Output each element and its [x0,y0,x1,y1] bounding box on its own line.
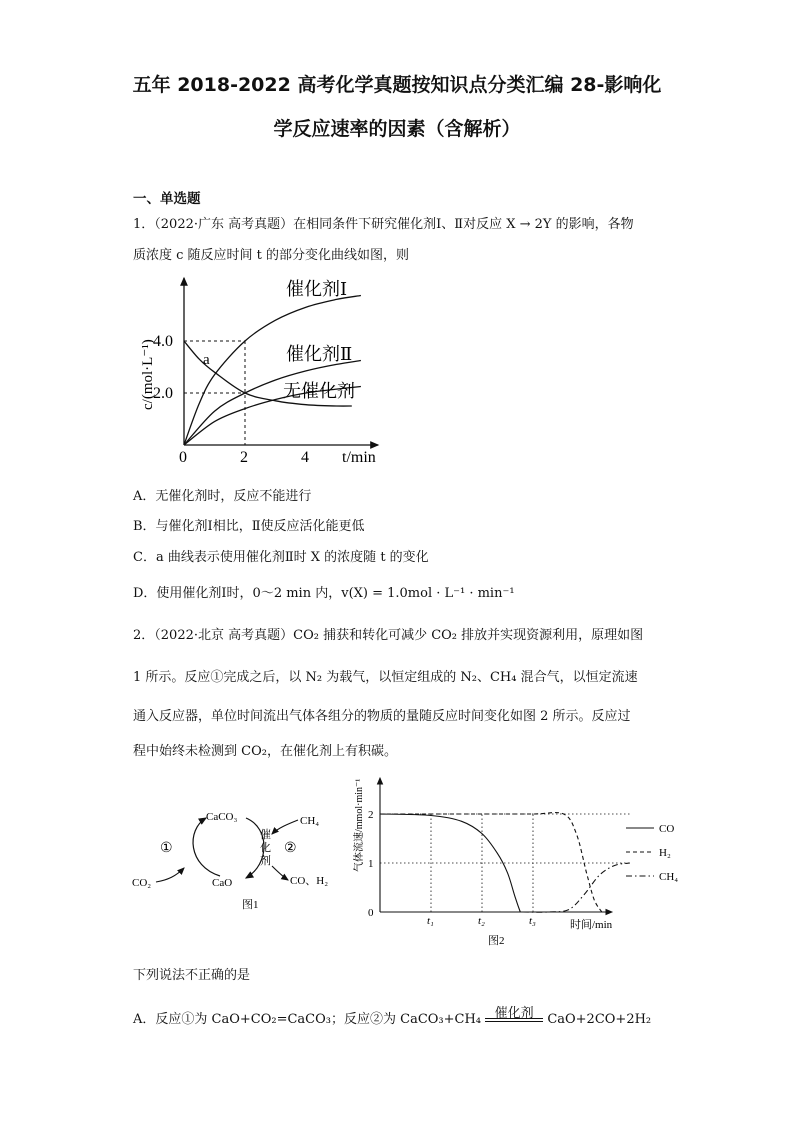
q1-stem-line1: 1．（2022·广东 高考真题）在相同条件下研究催化剂Ⅰ、Ⅱ对反应 X → 2Y 的影响，各物 [133,217,634,232]
fig2-x-tick-1: t₂ [478,915,485,927]
q1-guide-lines [184,341,245,445]
fig2-y-tick-1: 1 [368,858,374,870]
q1-stem-line2: 质浓度 c 随反应时间 t 的部分变化曲线如图，则 [133,248,410,263]
fig2-legend [626,823,678,883]
q1-option-d: D．使用催化剂Ⅰ时，0～2 min 内，v(X) = 1.0mol · L⁻¹ · min⁻¹ [133,586,515,601]
fig1-arrow-products-out [272,866,288,880]
q1-y-tick-2.0: 2.0 [153,385,173,402]
fig2-y-tick-2: 2 [368,809,374,821]
fig2-x-axis-label: 时间/min [570,919,613,931]
q2-option-a-equilibrium [485,1006,543,1027]
q2-option-a [133,1008,651,1027]
q2-fig2-flow-chart [350,772,690,952]
q2-stem-line2: 1 所示。反应①完成之后，以 N₂ 为载气，以恒定组成的 N₂、CH₄ 混合气，以恒定流速 [133,670,638,685]
q2-option-a-prefix: A．反应①为 CaO+CO₂=CaCO₃；反应②为 CaCO₃+CH₄ [133,1012,482,1027]
fig1-step1: ① [160,841,173,856]
fig1-arrow-co2-in [156,868,184,882]
fig2-x-tick-0: t₁ [427,915,434,927]
q2-prompt: 下列说法不正确的是 [133,968,251,983]
fig1-caption: 图1 [242,899,259,911]
fig1-products: CO、H₂ [290,875,329,887]
q1-series-group [184,296,361,446]
q1-x-tick-4: 4 [301,449,309,466]
fig1-ch4: CH₄ [300,815,320,827]
fig2-series-line-2 [523,863,630,912]
fig2-legend-label-2: CH₄ [659,871,679,883]
fig1-step2: ② [284,841,297,856]
fig1-cao: CaO [212,877,233,889]
section-heading: 一、单选题 [133,191,201,207]
fig1-arrow-left [193,818,220,876]
fig2-caption: 图2 [488,935,505,947]
fig2-series-line-1 [380,813,602,912]
q1-option-a: A．无催化剂时，反应不能进行 [133,489,312,504]
fig2-legend-label-1: H₂ [659,847,671,859]
q2-stem-line4: 程中始终未检测到 CO₂，在催化剂上有积碳。 [133,744,397,759]
fig2-legend-label-0: CO [659,823,675,835]
q1-x-axis-label: t/min [342,449,376,466]
fig1-catalyst-2: 化 [260,842,271,854]
q1-x-tick-0: 0 [179,449,187,466]
q1-series-line-1 [184,361,361,446]
q1-series-line-0 [184,296,361,446]
fig2-dotted-grid [380,814,630,912]
q2-option-a-suffix: CaO+2CO+2H₂ [547,1012,652,1027]
q2-stem-line3: 通入反应器，单位时间流出气体各组分的物质的量随反应时间变化如图 2 所示。反应过 [133,709,631,724]
fig2-series-group [380,813,630,913]
fig1-catalyst-1: 催 [260,829,271,841]
q1-series-label-0: 催化剂Ⅰ [286,279,348,299]
fig2-x-tick-2: t₃ [529,915,536,927]
q1-option-b: B．与催化剂Ⅰ相比，Ⅱ使反应活化能更低 [133,519,365,534]
q1-series-label-1: 催化剂Ⅱ [286,344,353,364]
q1-concentration-chart [130,270,390,475]
fig1-caco3: CaCO₃ [206,811,238,823]
q1-y-axis-label: c/(mol·L⁻¹) [140,339,156,410]
document-title-line1: 五年 2018-2022 高考化学真题按知识点分类汇编 28-影响化 [132,74,662,96]
fig1-arrow-ch4-in [272,820,298,834]
fig2-y-axis-label: 气体流速/mmol·min⁻¹ [354,778,365,872]
document-title-line2: 学反应速率的因素（含解析） [273,118,521,140]
q2-stem-line1: 2．（2022·北京 高考真题）CO₂ 捕获和转化可减少 CO₂ 排放并实现资源利用，原理如图 [133,628,644,643]
q2-option-a-catalyst: 催化剂 [494,1006,534,1021]
q1-series-label-2: 无催化剂 [283,381,355,401]
q2-fig1-cycle-diagram [128,800,348,915]
q1-x-tick-2: 2 [240,449,248,466]
fig1-catalyst-3: 剂 [260,855,271,867]
fig1-co2: CO₂ [132,877,152,889]
q1-annotation-a: a [203,352,210,368]
q1-y-tick-4.0: 4.0 [153,333,173,350]
q1-option-c: C．a 曲线表示使用催化剂Ⅱ时 X 的浓度随 t 的变化 [133,550,429,565]
fig2-y-tick-0: 0 [368,907,374,919]
